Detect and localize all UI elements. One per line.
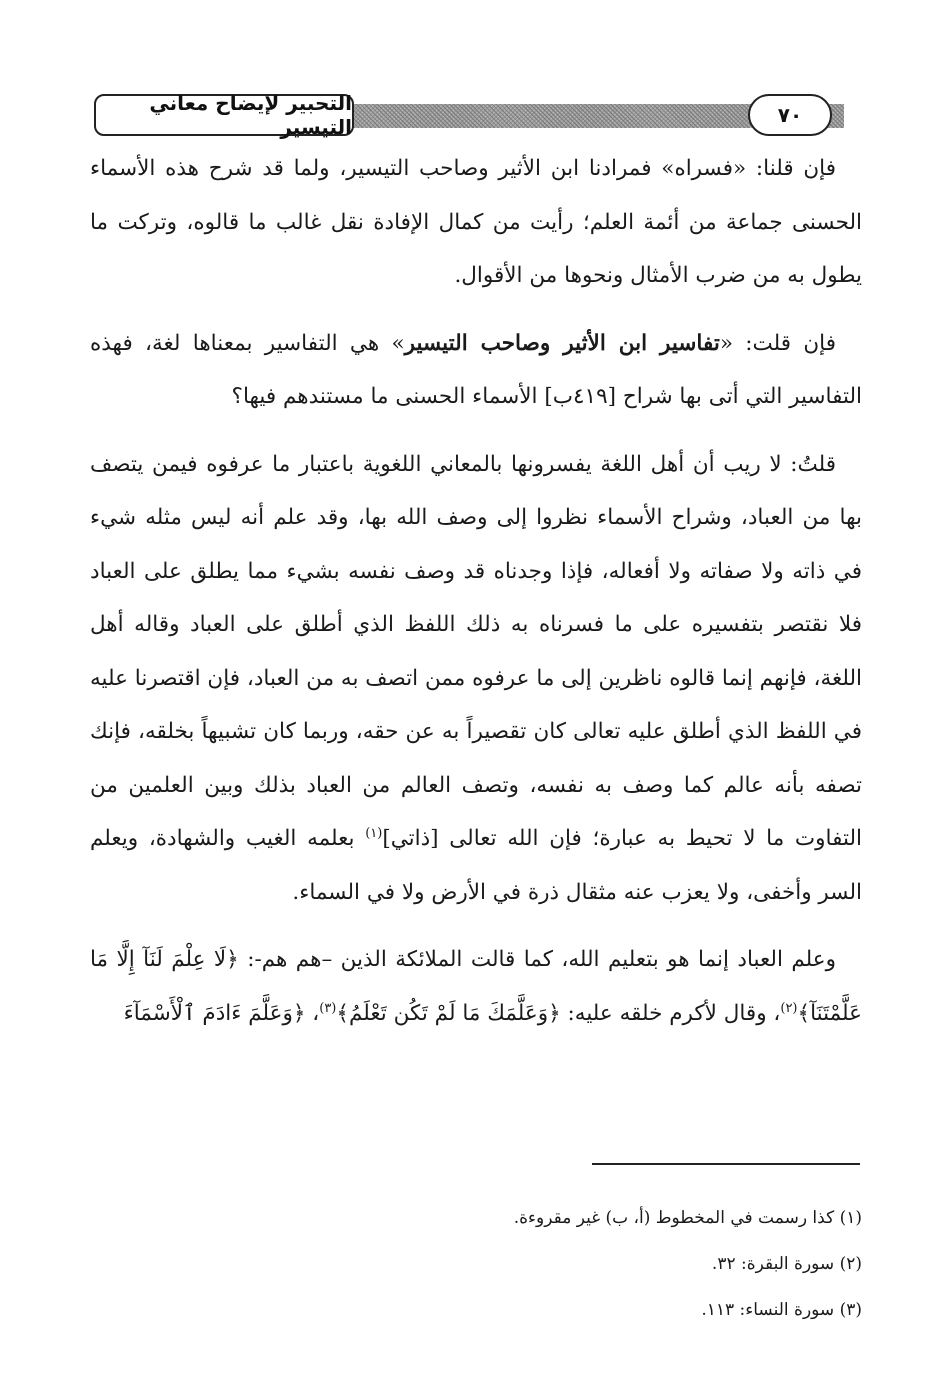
paragraph-2 xyxy=(90,317,862,424)
text-run: ، وقال لأكرم خلقه عليه: xyxy=(560,1000,781,1026)
footnote-reference: (٣) xyxy=(319,1000,337,1016)
paragraph-3 xyxy=(90,438,862,920)
text-run: » هي التفاسير بمعناها لغة، فهذه التفاسير التي أتى بها شراح [٤١٩ب] الأسماء الحسنى ما مستندهم فيها؟ xyxy=(90,330,862,409)
page-number: ٧٠ xyxy=(748,94,832,136)
quran-quote: ﴿وَعَلَّمَ ءَادَمَ ٱلْأَسْمَآءَ xyxy=(123,1000,306,1026)
footnote-2: (٢) سورة البقرة: ٣٢. xyxy=(711,1254,862,1274)
quran-quote: ﴿وَعَلَّمَكَ مَا لَمْ تَكُن تَعْلَمُ﴾ xyxy=(336,1000,561,1026)
footnote-reference: (٢) xyxy=(780,1000,798,1016)
footnotes xyxy=(90,1195,862,1333)
footnote-separator xyxy=(592,1163,860,1165)
paragraph-4 xyxy=(90,933,862,1040)
text-run: قلتُ: لا ريب أن أهل اللغة يفسرونها بالمعاني اللغوية باعتبار ما عرفوه فيمن يتصف بها من العباد، وشراح الأسماء نظروا إلى وصف الله بها، وقد علم أنه ليس مثله شيء في ذاته ولا صفاته ولا أفعاله، فإذا وجدناه قد وصف نفسه بشيء مما يطلق على العباد فلا نقتصر بتفسيره على ما فسرناه به ذلك اللفظ الذي أطلق على العباد وقاله أهل اللغة، فإنهم إنما قالوه ناظرين إلى ما عرفوه ممن اتصف به من العباد، فإن اقتصرنا عليه في اللفظ الذي أطلق عليه تعالى كان تقصيراً به عن حقه، وربما كان تشبيهاً بخلقه، فإنك تصفه بأنه عالم كما وصف به نفسه، وتصف العالم من العباد بذلك وبين العلمين من التفاوت ما لا تحيط به عبارة؛ فإن الله تعالى [ذاتي] xyxy=(90,451,862,851)
text-run: فإن قلنا: «فسراه» فمرادنا ابن الأثير وصاحب التيسير، ولما قد شرح هذه الأسماء الحسنى جماعة من أئمة العلم؛ رأيت من كمال الإفادة نقل غالب ما قالوه، وتركت ما يطول به من ضرب الأمثال ونحوها من الأقوال. xyxy=(90,156,862,288)
quran-quote: ﴿لَا عِلْمَ لَنَآ إِلَّا مَا عَلَّمْتَنَآ﴾ xyxy=(90,947,862,1026)
footnote-1: (١) كذا رسمت في المخطوط (أ، ب) غير مقروءة. xyxy=(513,1208,862,1228)
text-run: بعلمه الغيب والشهادة، ويعلم السر وأخفى، ولا يعزب عنه مثقال ذرة في الأرض ولا في السماء. xyxy=(90,826,862,905)
footnote-3: (٣) سورة النساء: ١١٣. xyxy=(701,1300,862,1320)
main-text xyxy=(90,142,862,1054)
footnote-reference: (١) xyxy=(365,825,383,841)
header-book-title: التحبير لإيضاح معاني التيسير xyxy=(94,94,354,136)
text-run: ، xyxy=(305,1000,320,1026)
running-header xyxy=(92,92,864,140)
text-run: وعلم العباد إنما هو بتعليم الله، كما قالت الملائكة الذين –هم هم-: xyxy=(238,947,836,972)
bold-phrase: تفاسير ابن الأثير وصاحب التيسير xyxy=(404,330,720,356)
paragraph-1 xyxy=(90,142,862,303)
text-run: فإن قلت: « xyxy=(719,330,836,356)
